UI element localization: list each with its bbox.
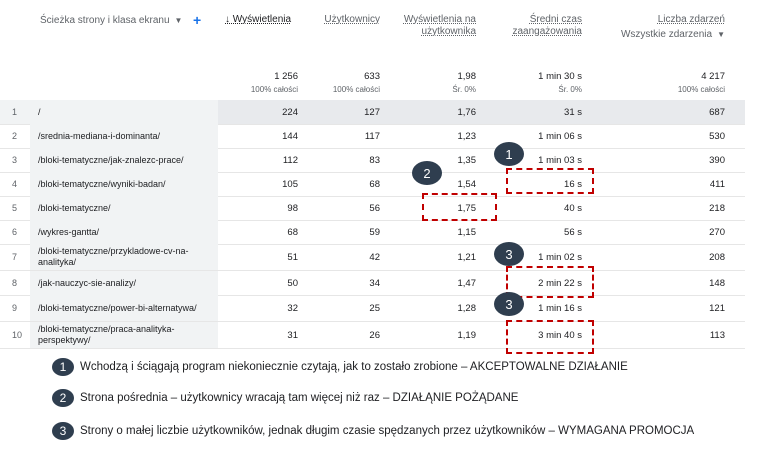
legend-text-1: Wchodzą i ściągają program niekoniecznie czytają, jak to zostało zrobione – AKCEPTOWALNE DZIAŁANIE — [80, 361, 628, 373]
page-path-link[interactable]: /bloki-tematyczne/ — [30, 196, 218, 220]
page-path-link[interactable]: /jak-nauczyc-sie-analizy/ — [30, 271, 218, 295]
highlight-box-row8-time — [506, 266, 594, 298]
page-path-link[interactable]: /bloki-tematyczne/jak-znalezc-prace/ — [30, 148, 218, 172]
page-path-link[interactable]: /bloki-tematyczne/praca-analityka-perspektywy/ — [30, 322, 218, 348]
chevron-down-icon: ▼ — [714, 30, 725, 39]
legend-text-2: Strona pośrednia – użytkownicy wracają tam więcej niż raz – DZIAŁĄNIE POŻĄDANE — [80, 392, 519, 404]
col-header-events[interactable]: Liczba zdarzeń Wszystkie zdarzenia ▼ — [605, 14, 725, 41]
plus-icon[interactable]: + — [193, 12, 202, 28]
event-filter-selector[interactable]: Wszystkie zdarzenia ▼ — [620, 29, 725, 40]
table-row[interactable]: 3 /bloki-tematyczne/jak-znalezc-prace/ 112 83 1,35 1 min 03 s 390 — [0, 148, 745, 173]
table-row[interactable]: 6 /wykres-gantta/ 68 59 1,15 56 s 270 — [0, 220, 745, 245]
table-row[interactable]: 8 /jak-nauczyc-sie-analizy/ 50 34 1,47 2 min 22 s 148 — [0, 271, 745, 296]
highlight-box-row4-time — [506, 168, 594, 194]
table-row[interactable]: 5 /bloki-tematyczne/ 98 56 1,75 40 s 218 — [0, 196, 745, 221]
page-path-link[interactable]: /bloki-tematyczne/power-bi-alternatywa/ — [30, 295, 218, 321]
legend-badge-1: 1 — [52, 358, 74, 376]
col-header-users[interactable]: Użytkownicy — [324, 14, 380, 25]
table-row[interactable]: 9 /bloki-tematyczne/power-bi-alternatywa/ 32 25 1,28 1 min 16 s 121 — [0, 295, 745, 322]
col-header-views-per-user[interactable]: Wyświetlenia na użytkownika — [403, 14, 476, 37]
total-avg-engagement: 1 min 30 s Śr. 0% — [538, 71, 582, 94]
total-users: 633 100% całości — [332, 71, 380, 94]
page-path-link[interactable]: /srednia-mediana-i-dominanta/ — [30, 124, 218, 148]
annotation-badge-2: 2 — [412, 161, 442, 185]
legend-item-1 — [52, 358, 628, 376]
table-row[interactable]: 1 / 224 127 1,76 31 s 687 — [0, 100, 745, 125]
chevron-down-icon: ▼ — [172, 16, 183, 25]
dimension-selector[interactable] — [40, 15, 182, 27]
table-row[interactable]: 2 /srednia-mediana-i-dominanta/ 144 117 1,23 1 min 06 s 530 — [0, 124, 745, 149]
table-header — [0, 0, 768, 100]
annotation-badge-3: 3 — [494, 242, 524, 266]
page-path-link[interactable]: /bloki-tematyczne/przykladowe-cv-na-analityka/ — [30, 244, 218, 270]
page-path-link[interactable]: /bloki-tematyczne/wyniki-badan/ — [30, 172, 218, 196]
legend-text-3: Strony o małej liczbie użytkowników, jednak długim czasie spędzanych przez użytkowników – WYMAGANA PROMOCJA — [80, 425, 695, 437]
annotation-badge-3b: 3 — [494, 292, 524, 316]
dimension-label: Ścieżka strony i klasa ekranu — [40, 15, 170, 26]
table-row[interactable]: 10 /bloki-tematyczne/praca-analityka-perspektywy/ 31 26 1,19 3 min 40 s 113 — [0, 322, 745, 349]
page-path-link[interactable]: / — [30, 100, 218, 124]
total-views: 1 256 100% całości — [250, 71, 298, 94]
legend-item-3 — [52, 422, 694, 440]
annotation-badge-1: 1 — [494, 142, 524, 166]
legend-item-2 — [52, 389, 518, 407]
total-events: 4 217 100% całości — [677, 71, 725, 94]
highlight-box-row5-vpu — [422, 193, 497, 221]
table-row[interactable]: 7 /bloki-tematyczne/przykladowe-cv-na-analityka/ 51 42 1,21 1 min 02 s 208 — [0, 244, 745, 271]
highlight-box-row10-time — [506, 320, 594, 354]
table-row[interactable]: 4 /bloki-tematyczne/wyniki-badan/ 105 68 1,54 16 s 411 — [0, 172, 745, 197]
total-views-per-user: 1,98 Śr. 0% — [452, 71, 476, 94]
col-header-avg-engagement[interactable]: Średni czas zaangażowania — [512, 14, 582, 37]
legend-badge-2: 2 — [52, 389, 74, 407]
col-header-views[interactable]: ↓ Wyświetlenia — [225, 14, 292, 25]
legend-badge-3: 3 — [52, 422, 74, 440]
page-path-link[interactable]: /wykres-gantta/ — [30, 220, 218, 244]
